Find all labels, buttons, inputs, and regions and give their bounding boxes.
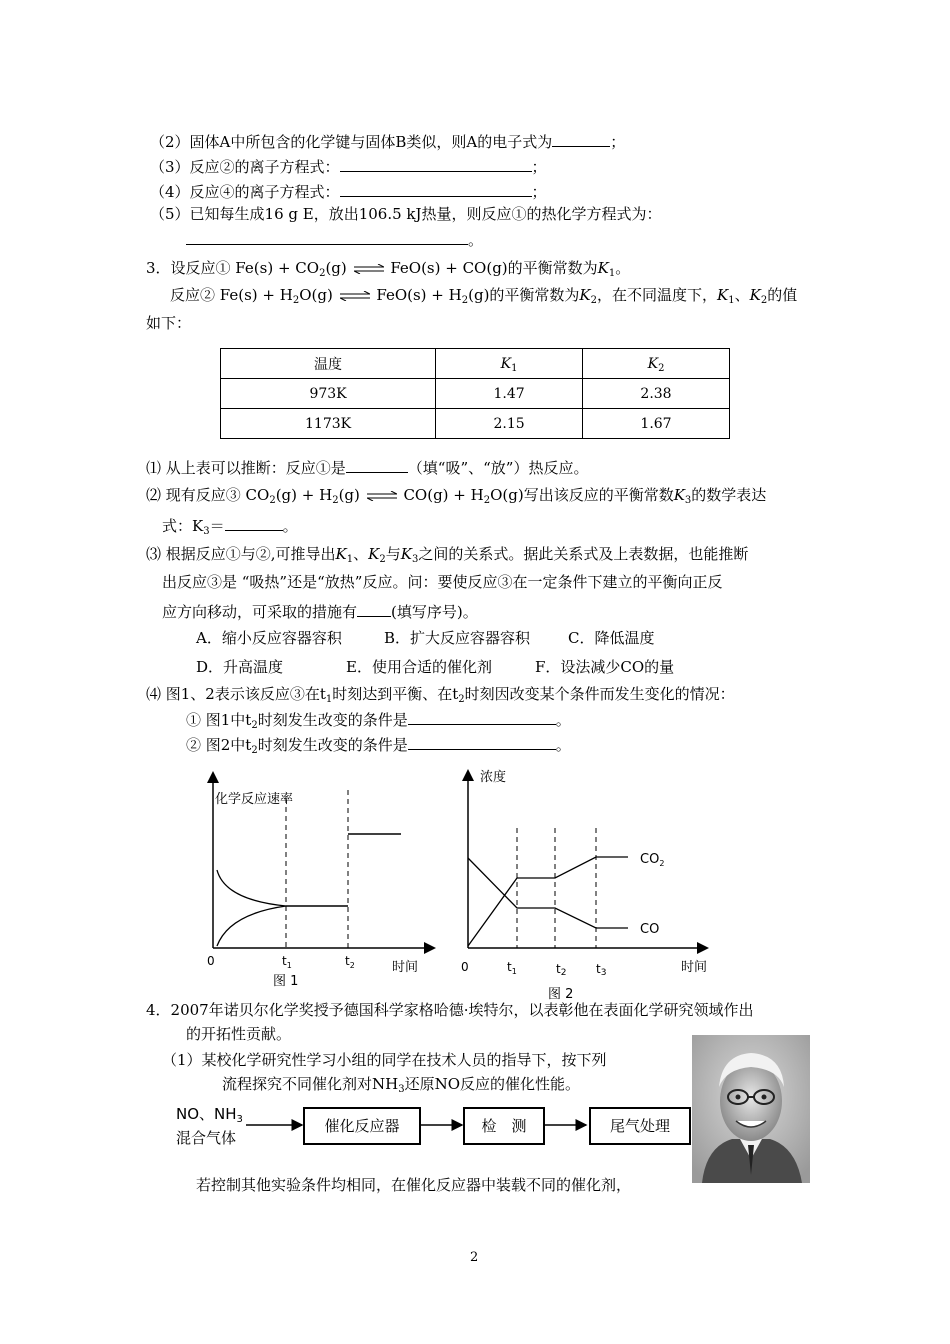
table-cell: 973K: [221, 379, 436, 409]
table-row: [221, 409, 730, 439]
catalytic-reactor-box: 催化反应器: [303, 1107, 421, 1145]
answer-blank[interactable]: [408, 733, 556, 750]
q3-sub2-answer: 式：$K_3=$ 。: [162, 514, 298, 536]
q3-sub3: ⑶ 根据反应①与②,可推导出$K_1$、$K_2$与$K_3$之间的关系式。据此关系式及上表数据，也能推断: [146, 545, 749, 565]
figure-1-rate-graph: [195, 768, 445, 993]
answer-blank[interactable]: [186, 228, 468, 245]
table-cell: 2.38: [583, 379, 730, 409]
q2-part3: （3）反应②的离子方程式： ；: [150, 155, 547, 177]
q4-line5: 若控制其他实验条件均相同，在催化反应器中装载不同的催化剂，: [196, 1176, 632, 1194]
page-number: 2: [470, 1250, 479, 1265]
answer-blank[interactable]: [346, 456, 408, 473]
x-axis-label: 时间: [392, 960, 419, 975]
answer-blank[interactable]: [357, 600, 391, 617]
q2-part5: （5）已知每生成16 g E，放出106.5 kJ热量，则反应①的热化学方程式为：: [150, 205, 662, 223]
co2-label: $CO_2$: [640, 852, 665, 868]
q3-reaction1: 3．设反应① $Fe(s) + CO_2(g) FeO(s) + CO(g)$的平衡常数为$K_1$。: [146, 259, 631, 279]
q3-option-f: F．设法减少CO的量: [535, 658, 675, 676]
q3-option-d: D．升高温度: [196, 658, 284, 676]
q3-sub4-fig1: ① 图1中$t_2$时刻发生改变的条件是 。: [186, 708, 571, 730]
y-axis-label: 浓度: [480, 770, 507, 785]
q2-part5-answer: 。: [186, 228, 483, 250]
forward-rate-curve: [217, 870, 286, 906]
equilibrium-arrow-icon: [354, 264, 384, 274]
reverse-rate-curve: [217, 906, 286, 946]
co2-concentration-line: [468, 857, 628, 946]
figure-caption: 图 1: [273, 974, 299, 989]
answer-blank[interactable]: [225, 514, 283, 531]
q2-part4: （4）反应④的离子方程式： ；: [150, 180, 547, 202]
x-axis-label: 时间: [681, 960, 708, 975]
table-header-row: [221, 349, 730, 379]
table-header-cell: $K_1$: [436, 349, 583, 379]
q3-option-b: B．扩大反应容器容积: [384, 629, 531, 647]
q3-option-e: E．使用合适的催化剂: [346, 658, 492, 676]
table-header-cell: $K_2$: [583, 349, 730, 379]
t1-label: $t_1$: [507, 960, 517, 976]
t3-label: t3: [596, 962, 607, 978]
q4-line4: 流程探究不同催化剂对$NH_3$还原NO反应的催化性能。: [222, 1075, 581, 1095]
t1-label: $t_1$: [282, 954, 292, 970]
answer-blank[interactable]: [340, 180, 532, 197]
q3-sub3-line2: 出反应③是 “吸热”还是“放热”反应。问：要使反应③在一定条件下建立的平衡向正反: [162, 573, 723, 591]
figure-caption: 图 2: [548, 987, 574, 1002]
q3-sub4-fig2: ② 图2中$t_2$时刻发生改变的条件是 。: [186, 733, 571, 755]
q3-option-c: C．降低温度: [568, 629, 655, 647]
detection-box: 检 测: [463, 1107, 545, 1145]
table-cell: 1173K: [221, 409, 436, 439]
q2-part2: （2）固体A中所包含的化学键与固体B类似，则A的电子式为 ；: [150, 130, 625, 152]
equilibrium-arrow-icon: [367, 491, 397, 501]
answer-blank[interactable]: [340, 155, 532, 172]
portrait-photo: [692, 1035, 810, 1183]
equilibrium-constant-table: [220, 348, 730, 439]
q3-sub4: ⑷ 图1、2表示该反应③在$t_1$时刻达到平衡、在$t_2$时刻因改变某个条件而发生变化的情况：: [146, 685, 735, 705]
q3-intro-end: 如下：: [146, 314, 192, 332]
t2-label: t2: [556, 962, 567, 978]
q3-reaction2: 反应② $Fe(s) + H_2O(g) FeO(s) + H_2(g)$的平衡常数为$K_2$，在不同温度下，$K_1$、$K_2$的值: [170, 286, 798, 306]
gas-mixture-label: NO、$NH_3$: [176, 1105, 243, 1125]
q4-line1: 4．2007年诺贝尔化学奖授予德国科学家格哈德·埃特尔，以表彰他在表面化学研究领域作出: [146, 1001, 754, 1019]
figure-2-concentration-graph: [450, 766, 735, 1006]
gas-mixture-label-2: 混合气体: [176, 1129, 237, 1147]
exhaust-treatment-box: 尾气处理: [589, 1107, 691, 1145]
answer-blank[interactable]: [552, 130, 610, 147]
table-row: [221, 379, 730, 409]
table-header-cell: 温度: [221, 349, 436, 379]
q3-sub2: ⑵ 现有反应③ $CO_2(g) + H_2(g) CO(g) + H_2O(g)$写出该反应的平衡常数$K_3$的数学表达: [146, 486, 767, 506]
equilibrium-arrow-icon: [340, 291, 370, 301]
origin-label: 0: [461, 960, 469, 974]
table-cell: 2.15: [436, 409, 583, 439]
co-label: CO: [640, 922, 660, 937]
table-cell: 1.47: [436, 379, 583, 409]
q3-sub3-line3: 应方向移动，可采取的措施有 (填写序号)。: [162, 600, 478, 622]
q4-line2: 的开拓性贡献。: [186, 1025, 292, 1043]
origin-label: 0: [207, 954, 215, 968]
y-axis-label: 化学反应速率: [215, 792, 294, 807]
table-cell: 1.67: [583, 409, 730, 439]
q3-option-a: A．缩小反应容器容积: [196, 629, 342, 647]
t2-label: $t_2$: [345, 954, 355, 970]
co-concentration-line: [468, 858, 628, 928]
q4-line3: （1）某校化学研究性学习小组的同学在技术人员的指导下，按下列: [162, 1051, 607, 1069]
q3-sub1: ⑴ 从上表可以推断：反应①是 （填“吸”、“放”）热反应。: [146, 456, 588, 478]
answer-blank[interactable]: [408, 708, 556, 725]
